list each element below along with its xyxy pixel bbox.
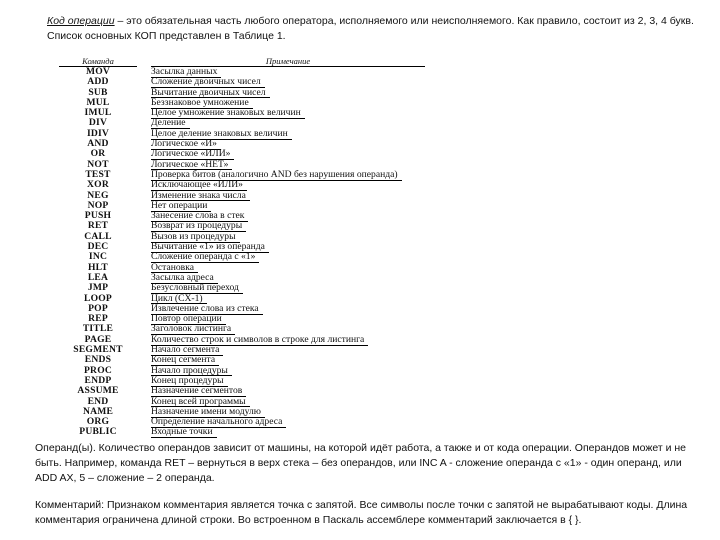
note-cell: Количество строк и символов в строке для листинга xyxy=(151,333,365,345)
command-cell: DIV xyxy=(88,117,108,129)
note-cell: Возврат из процедуры xyxy=(151,220,243,232)
note-cell: Назначение сегментов xyxy=(151,385,243,397)
note-cell: Извлечение слова из стека xyxy=(151,302,259,314)
command-cell: CALL xyxy=(84,230,112,242)
note-cell: Вычитание «1» из операнда xyxy=(151,241,265,253)
command-cell: NAME xyxy=(82,405,114,417)
command-cell: ENDP xyxy=(84,374,112,386)
note-cell: Проверка битов (аналогично AND без нарушения операнда) xyxy=(151,168,398,180)
command-cell: ASSUME xyxy=(77,385,119,397)
operands-paragraph: Операнд(ы). Количество операндов зависит от машины, на которой идёт работа, а также и от кода операции. Операндов может и не быть. Например, команда RET – вернуться в верх стека – без операндов, или INC A - сложение операнда с «1» - один операнд, или ADD AX, 5 – сложение – 2 операнда. xyxy=(35,442,687,484)
note-cell: Конец всей программы xyxy=(151,395,246,407)
command-cell: IMUL xyxy=(84,107,112,119)
note-cell: Деление xyxy=(151,117,186,129)
command-cell: REP xyxy=(88,313,108,325)
command-cell: END xyxy=(87,395,109,407)
command-cell: MUL xyxy=(86,96,110,108)
opcode-term: Код операции xyxy=(47,15,115,27)
note-cell: Беззнаковое умножение xyxy=(151,96,249,108)
command-cell: PUBLIC xyxy=(79,426,117,438)
note-cell: Повтор операции xyxy=(151,313,222,325)
command-cell: AND xyxy=(87,138,109,150)
note-cell: Целое умножение знаковых величин xyxy=(151,107,301,119)
header-note: Примечание xyxy=(265,57,311,66)
note-cell: Заголовок листинга xyxy=(151,323,232,335)
table-body xyxy=(55,67,425,438)
command-cell: INC xyxy=(88,251,108,263)
note-cell: Входные точки xyxy=(151,426,213,438)
note-cell: Целое деление знаковых величин xyxy=(151,127,288,139)
command-cell: NOT xyxy=(87,158,109,170)
intro-text: – это обязательная часть любого оператора, исполняемого или неисполняемого. Как правило, состоит из 2, 3, 4 букв. Список основных КОП представлен в Таблице 1. xyxy=(47,15,694,42)
row-divider xyxy=(151,437,217,438)
note-cell: Начало сегмента xyxy=(151,344,220,356)
note-cell: Исключающее «ИЛИ» xyxy=(151,179,243,191)
note-cell: Цикл (CX-1) xyxy=(151,292,203,304)
note-cell: Безусловный переход xyxy=(151,282,239,294)
command-cell: PUSH xyxy=(84,210,112,222)
note-cell: Назначение имени модулю xyxy=(151,405,261,417)
command-cell: OR xyxy=(90,148,106,160)
command-cell: JMP xyxy=(87,282,109,294)
note-cell: Конец процедуры xyxy=(151,374,224,386)
table-row xyxy=(55,263,425,273)
note-cell: Засылка данных xyxy=(151,66,218,77)
header-command: Команда xyxy=(82,57,114,66)
command-cell: DEC xyxy=(87,241,109,253)
command-cell: SEGMENT xyxy=(73,344,123,356)
note-cell: Остановка xyxy=(151,261,194,273)
note-cell: Засылка адреса xyxy=(151,271,214,283)
table-row xyxy=(55,108,425,118)
table-row xyxy=(55,191,425,201)
command-cell: RET xyxy=(87,220,109,232)
note-cell: Сложение двоичных чисел xyxy=(151,76,261,88)
note-cell: Начало процедуры xyxy=(151,364,228,376)
note-cell: Занесение слова в стек xyxy=(151,210,245,222)
table-row xyxy=(55,252,425,262)
command-cell: IDIV xyxy=(86,127,110,139)
note-cell: Логическое «НЕТ» xyxy=(151,158,229,170)
command-cell: HLT xyxy=(88,261,108,273)
note-cell: Логическое «ИЛИ» xyxy=(151,148,231,160)
comment-paragraph: Комментарий: Признаком комментария является точка с запятой. Все символы после точки с запятой не вырабатывают коды. Длина комментария ограничена длиной строки. Во встроенном в Паскаль ассемблере комментарий заключается в { }. xyxy=(35,499,688,526)
command-cell: TITLE xyxy=(82,323,114,335)
table-row xyxy=(55,129,425,139)
command-cell: NEG xyxy=(87,189,109,201)
command-cell: NOP xyxy=(87,199,109,211)
table-row xyxy=(55,139,425,149)
command-cell: XOR xyxy=(87,179,109,191)
table-row xyxy=(55,427,425,437)
command-cell: PROC xyxy=(84,364,112,376)
command-cell: ENDS xyxy=(84,354,112,366)
opcode-table xyxy=(55,57,425,438)
note-cell: Сложение операнда с «1» xyxy=(151,251,256,263)
note-cell: Логическое «И» xyxy=(151,138,217,150)
note-cell: Конец сегмента xyxy=(151,354,216,366)
note-cell: Изменение знака числа xyxy=(151,189,246,201)
command-cell: POP xyxy=(88,302,108,314)
table-row xyxy=(55,149,425,159)
command-cell: ADD xyxy=(87,76,109,88)
table-row xyxy=(55,283,425,293)
intro-paragraph xyxy=(47,14,697,44)
command-cell: PAGE xyxy=(84,333,112,345)
command-cell: LOOP xyxy=(84,292,112,304)
note-cell: Вычитание двоичных чисел xyxy=(151,86,266,98)
note-cell: Вызов из процедуры xyxy=(151,230,236,242)
command-cell: MOV xyxy=(85,66,111,77)
table-row xyxy=(55,273,425,283)
table-row xyxy=(55,304,425,314)
command-cell: SUB xyxy=(88,86,108,98)
command-cell: LEA xyxy=(87,271,109,283)
note-cell: Определение начального адреса xyxy=(151,416,283,428)
command-cell: TEST xyxy=(85,168,111,180)
table-row xyxy=(55,386,425,396)
command-cell: ORG xyxy=(86,416,110,428)
note-cell: Нет операции xyxy=(151,199,208,211)
